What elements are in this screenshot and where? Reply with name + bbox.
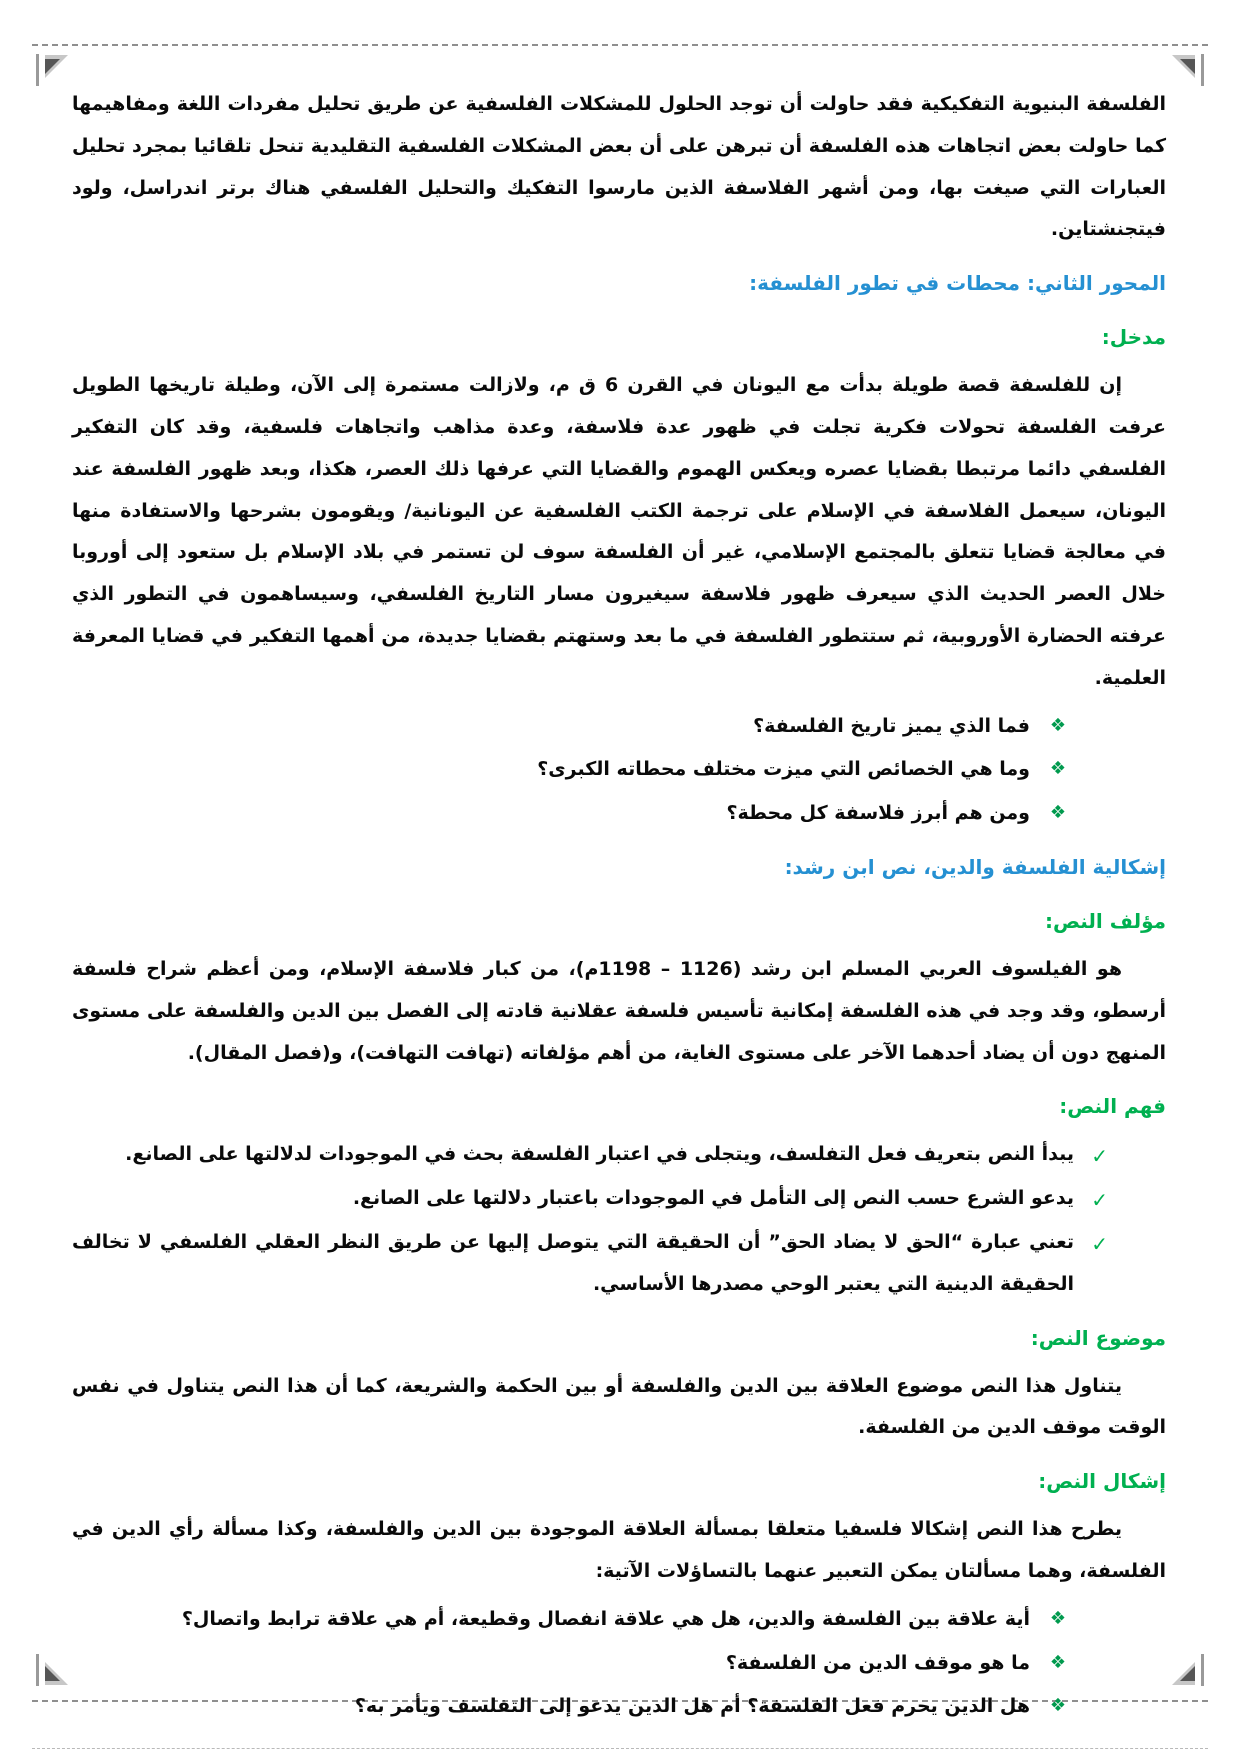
- list-item: [72, 1599, 1066, 1641]
- list-item: [72, 749, 1066, 791]
- history-questions-list: [72, 706, 1166, 835]
- point-text: يبدأ النص بتعريف فعل التفلسف، ويتجلى في اعتبار الفلسفة بحث في الموجودات لدلالتها على الصانع.: [125, 1143, 1074, 1166]
- document-content: [72, 84, 1166, 1736]
- diamond-bullet-icon: ❖: [1049, 802, 1066, 824]
- diamond-bullet-icon: ❖: [1049, 1695, 1066, 1717]
- list-item: [72, 1134, 1108, 1176]
- list-item: [72, 1686, 1066, 1728]
- issue-questions-list: [72, 1599, 1166, 1728]
- question-text: وما هي الخصائص التي ميزت مختلف محطاته الكبرى؟: [537, 758, 1030, 781]
- understanding-points-list: [72, 1134, 1166, 1305]
- issue-paragraph: يطرح هذا النص إشكالا فلسفيا متعلقا بمسألة العلاقة الموجودة بين الدين والفلسفة، وكذا مسألة رأي الدين في الفلسفة، وهما مسألتان يمكن التعبير عنهما بالتساؤلات الآتية:: [72, 1518, 1166, 1582]
- diamond-bullet-icon: ❖: [1049, 714, 1066, 736]
- corner-ornament-icon: [36, 1650, 70, 1688]
- topic-paragraph: يتناول هذا النص موضوع العلاقة بين الدين والفلسفة أو بين الحكمة والشريعة، كما أن هذا النص يتناول في نفس الوقت موقف الدين من الفلسفة.: [72, 1374, 1166, 1439]
- subheading-author: مؤلف النص:: [1044, 908, 1166, 933]
- list-item: [72, 1178, 1108, 1220]
- author-paragraph: هو الفيلسوف العربي المسلم ابن رشد (1126 – 1198م)، من كبار فلاسفة الإسلام، ومن أعظم شراح فلسفة أرسطو، وقد وجد في هذه الفلسفة إمكانية تأسيس فلسفة عقلانية قادته إلى الفصل بين الدين والفلسفة على مستوى المنهج دون أن يضاد أحدهما الآخر على مستوى الغاية، من أهم مؤلفاته (تهافت التهافت)، و(فصل المقال).: [72, 957, 1166, 1064]
- diamond-bullet-icon: ❖: [1049, 1607, 1066, 1629]
- history-paragraph: إن للفلسفة قصة طويلة بدأت مع اليونان في القرن 6 ق م، ولازالت مستمرة إلى الآن، وطيلة تاريخها الطويل عرفت الفلسفة تحولات فكرية تجلت في ظهور عدة فلاسفة، وعدة مذاهب واتجاهات فلسفية، وقد كان التفكير الفلسفي دائما مرتبطا بقضايا عصره ويعكس الهموم والقضايا التي عرفها ذلك العصر، هكذا، وبعد ظهور الفلسفة عند اليونان، سيعمل الفلاسفة في الإسلام على ترجمة الكتب الفلسفية عن اليونانية/ ويقومون بشرحها والاستفادة منها في معالجة قضايا تتعلق بالمجتمع الإسلامي، غير أن الفلسفة سوف لن تستمر في بلاد الإسلام بل ستعود إلى أوروبا خلال العصر الحديث الذي سيعرف ظهور فلاسفة سيغيرون مسار التاريخ الفلسفي، وسيساهمون في التطور الذي عرفته الحضارة الأوروبية، ثم ستتطور الفلسفة في ما بعد وستهتم بقضايا جديدة، من أهمها التفكير في قضايا المعرفة العلمية.: [72, 374, 1166, 689]
- point-text: تعني عبارة “الحق لا يضاد الحق” أن الحقيقة التي يتوصل إليها عن طريق النظر العقلي الفلسفي لا تخالف الحقيقة الدينية التي يعتبر الوحي مصدرها الأساسي.: [72, 1230, 1074, 1295]
- subheading-understanding: فهم النص:: [1059, 1094, 1166, 1119]
- list-item: [72, 793, 1066, 835]
- subheading-topic: موضوع النص:: [1030, 1325, 1166, 1350]
- list-item: [72, 1222, 1108, 1306]
- corner-ornament-icon: [36, 52, 70, 90]
- section-heading-axis-two: المحور الثاني: محطات في تطور الفلسفة:: [749, 271, 1166, 296]
- check-icon: ✓: [1091, 1144, 1108, 1169]
- intro-paragraph: الفلسفة البنيوية التفكيكية فقد حاولت أن توجد الحلول للمشكلات الفلسفية عن طريق تحليل مفردات اللغة ومفاهيمها كما حاولت بعض اتجاهات هذه الفلسفة أن تبرهن على أن بعض المشكلات الفلسفية التقليدية تنحل تلقائيا بمجرد تحليل العبارات التي صيغت بها، ومن أشهر الفلاسفة الذين مارسوا التفكيك والتحليل الفلسفي هناك برتر اندراسل، ولود فيتجنشتاين.: [72, 93, 1166, 241]
- question-text: ما هو موقف الدين من الفلسفة؟: [725, 1651, 1030, 1674]
- check-icon: ✓: [1091, 1231, 1108, 1256]
- subheading-introduction: مدخل:: [1101, 325, 1166, 350]
- question-text: هل الدين يحرم فعل الفلسفة؟ أم هل الدين يدعو إلى التفلسف ويأمر به؟: [354, 1695, 1030, 1718]
- diamond-bullet-icon: ❖: [1049, 1651, 1066, 1673]
- corner-ornament-icon: [1170, 1650, 1204, 1688]
- question-text: أية علاقة بين الفلسفة والدين، هل هي علاقة انفصال وقطيعة، أم هي علاقة ترابط واتصال؟: [181, 1607, 1030, 1630]
- section-heading-philosophy-religion: إشكالية الفلسفة والدين، نص ابن رشد:: [784, 854, 1166, 879]
- list-item: [72, 706, 1066, 748]
- question-text: فما الذي يميز تاريخ الفلسفة؟: [753, 714, 1030, 737]
- question-text: ومن هم أبرز فلاسفة كل محطة؟: [726, 802, 1030, 825]
- check-icon: ✓: [1091, 1188, 1108, 1213]
- diamond-bullet-icon: ❖: [1049, 758, 1066, 780]
- list-item: [72, 1643, 1066, 1685]
- corner-ornament-icon: [1170, 52, 1204, 90]
- point-text: يدعو الشرع حسب النص إلى التأمل في الموجودات باعتبار دلالتها على الصانع.: [352, 1187, 1074, 1210]
- bottom-edge-rule: [32, 1748, 1208, 1749]
- top-border-rule: [32, 44, 1208, 46]
- subheading-issue: إشكال النص:: [1038, 1469, 1166, 1494]
